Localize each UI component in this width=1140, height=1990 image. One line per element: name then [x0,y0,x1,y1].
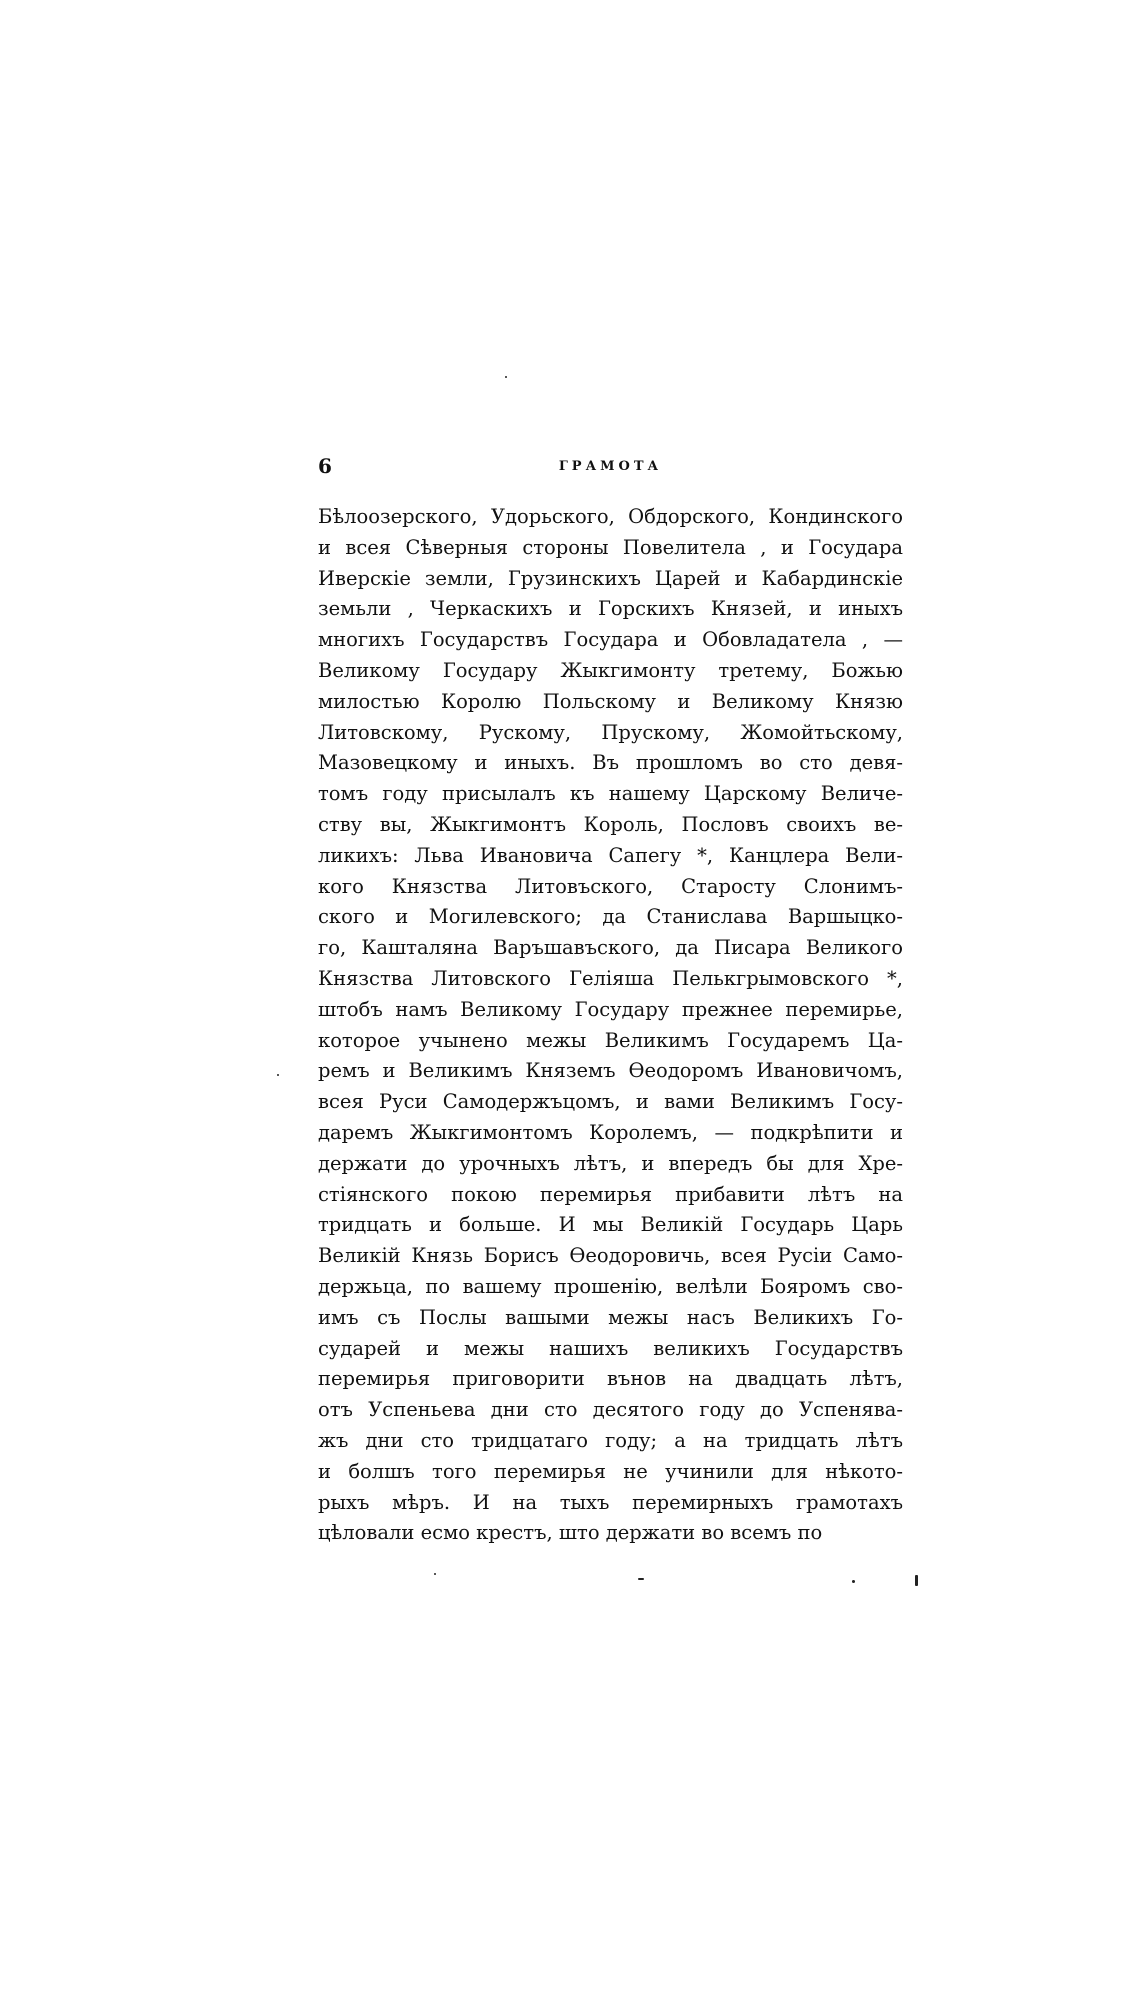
text-line: цѣловали есмо крестъ, што держати во всемъ по [318,1521,823,1545]
text-line: всея Руси Самодержъцомъ, и вами Великимъ Госу- [318,1090,903,1114]
text-line: ремъ и Великимъ Княземъ Ѳеодоромъ Ивановичомъ, [318,1059,903,1083]
body-text [318,502,903,1549]
text-line: ского и Могилевского; да Станислава Варшыцко- [318,905,903,929]
text-line: многихъ Государствъ Государа и Обовладатела , — [318,628,903,652]
print-speck [505,376,507,378]
text-line: Иверскіе земли, Грузинскихъ Царей и Кабардинскіе [318,566,903,590]
text-line: даремъ Жыкгимонтомъ Королемъ, — подкрѣпити и [318,1120,903,1144]
text-line: Мазовецкому и иныхъ. Въ прошломъ во сто девя- [318,751,903,775]
text-line: го, Кашталяна Варъшавъского, да Писара Великого [318,936,903,960]
print-speck [277,1074,279,1076]
text-line: держьца, по вашему прошенію, велѣли Бояромъ сво- [318,1274,903,1298]
text-line: сударей и межы нашихъ великихъ Государствъ [318,1336,903,1360]
text-line: жъ дни сто тридцатаго году; а на тридцать лѣтъ [318,1428,903,1452]
print-speck [638,1578,644,1580]
text-line: Литовскому, Рускому, Прускому, Жомойтьскому, [318,720,903,744]
text-line: милостью Королю Польскому и Великому Князю [318,689,903,713]
print-speck [434,1573,436,1575]
text-line: которое учынено межы Великимъ Государемъ Ца- [318,1028,903,1052]
text-line: тридцать и больше. И мы Великій Государь Царь [318,1213,903,1237]
text-line: томъ году присылалъ къ нашему Царскому Величе- [318,782,903,806]
text-line: держати до урочныхъ лѣтъ, и впередъ бы для Хре- [318,1151,903,1175]
text-line: земьли , Черкаскихъ и Горскихъ Князей, и иныхъ [318,597,903,621]
text-line: отъ Успеньева дни сто десятого году до Успенява- [318,1398,903,1422]
text-line: Великому Государу Жыкгимонту третему, Божью [318,658,903,682]
page-number: 6 [318,454,332,478]
text-line: и всея Сѣверныя стороны Повелитела , и Государа [318,535,903,559]
text-line: стіянского покою перемирья прибавити лѣтъ на [318,1182,903,1206]
text-line: Великій Князь Борисъ Ѳеодоровичь, всея Русіи Само- [318,1244,903,1268]
text-line: штобъ намъ Великому Государу прежнее перемирье, [318,997,903,1021]
running-head [318,454,903,484]
text-line: ликихъ: Льва Ивановича Сапегу *, Канцлера Вели- [318,843,903,867]
print-speck [915,1575,918,1586]
running-title: ГРАМОТА [558,459,663,474]
text-line: ству вы, Жыкгимонтъ Король, Пословъ своихъ ве- [318,812,903,836]
print-speck [852,1580,855,1583]
text-line: имъ съ Послы вашыми межы насъ Великихъ Го- [318,1305,903,1329]
text-line: и болшъ того перемирья не учинили для нѣкото- [318,1459,903,1483]
text-line: Князства Литовского Геліяша Пелькгрымовского *, [318,966,903,990]
text-line: рыхъ мѣръ. И на тыхъ перемирныхъ грамотахъ [318,1490,903,1514]
text-line: перемирья приговорити вънов на двадцать лѣтъ, [318,1367,903,1391]
text-line: кого Князства Литовъского, Старосту Слонимъ- [318,874,903,898]
text-line: Бѣлоозерского, Удорьского, Обдорского, Кондинского [318,505,903,528]
